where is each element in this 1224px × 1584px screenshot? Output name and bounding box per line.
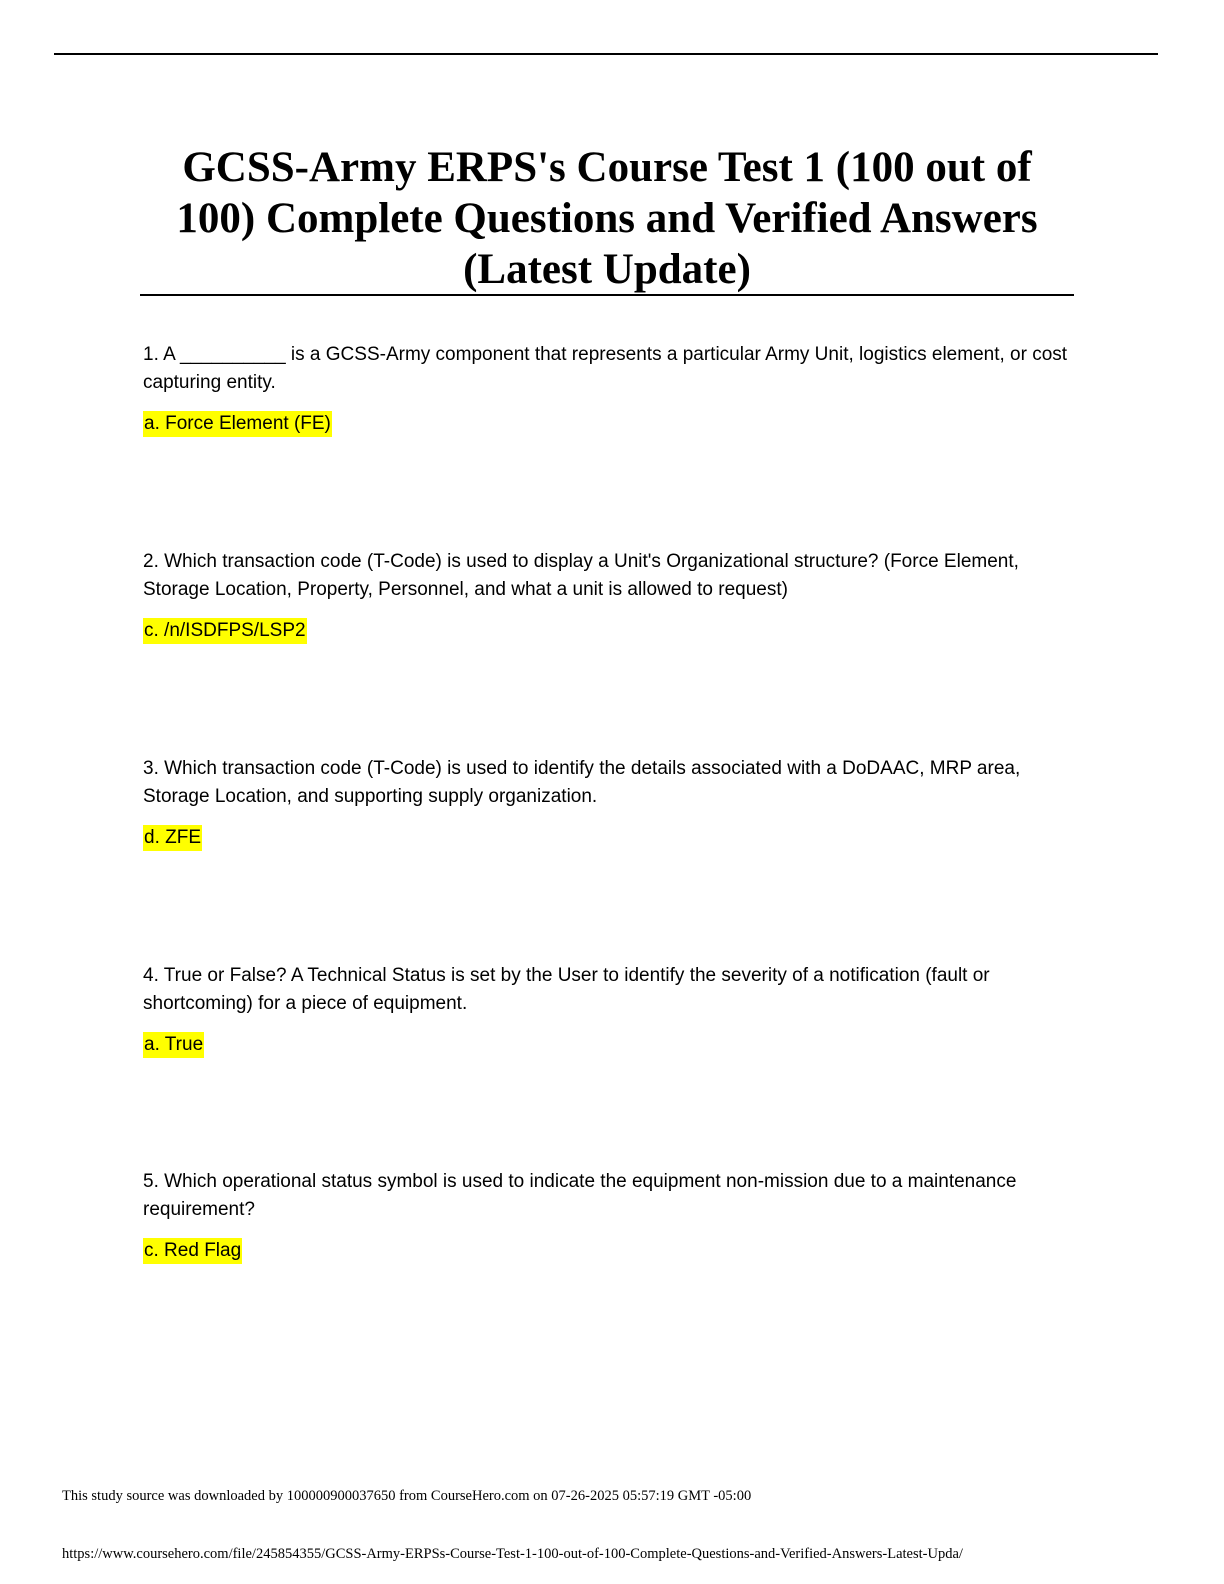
- answer-highlight: a. Force Element (FE): [143, 411, 332, 437]
- question-block-2: [143, 548, 1078, 644]
- question-block-1: [143, 341, 1078, 437]
- question-text: 3. Which transaction code (T-Code) is used to identify the details associated with a DoDAAC, MRP area, Storage Location, and supporting supply organization.: [143, 758, 1021, 807]
- question-text: 1. A __________ is a GCSS-Army component that represents a particular Army Unit, logistics element, or cost capturing entity.: [143, 344, 1068, 393]
- download-notice: This study source was downloaded by 100000900037650 from CourseHero.com on 07-26-2025 05:57:19 GMT -05:00: [62, 1488, 752, 1504]
- question-block-3: [143, 755, 1078, 851]
- answer-highlight: c. Red Flag: [143, 1238, 242, 1264]
- question-text: 2. Which transaction code (T-Code) is used to display a Unit's Organizational structure? (Force Element, Storage Location, Property, Personnel, and what a unit is allowed to request): [143, 551, 1019, 600]
- answer-highlight: d. ZFE: [143, 825, 202, 851]
- question-text: 4. True or False? A Technical Status is set by the User to identify the severity of a notification (fault or shortcoming) for a piece of equipment.: [143, 965, 990, 1014]
- title-divider: [140, 294, 1074, 296]
- top-divider: [54, 53, 1158, 55]
- answer-highlight: a. True: [143, 1032, 204, 1058]
- source-url[interactable]: https://www.coursehero.com/file/245854355/GCSS-Army-ERPSs-Course-Test-1-100-out-of-100-Complete-Questions-and-Verified-Answers-Latest-Upda/: [62, 1546, 963, 1562]
- answer-highlight: c. /n/ISDFPS/LSP2: [143, 618, 307, 644]
- question-block-4: [143, 962, 1078, 1058]
- question-text: 5. Which operational status symbol is used to indicate the equipment non-mission due to a maintenance requirement?: [143, 1171, 1017, 1220]
- question-block-5: [143, 1168, 1078, 1264]
- document-title: GCSS-Army ERPS's Course Test 1 (100 out of 100) Complete Questions and Verified Answers (Latest Update): [176, 144, 1038, 293]
